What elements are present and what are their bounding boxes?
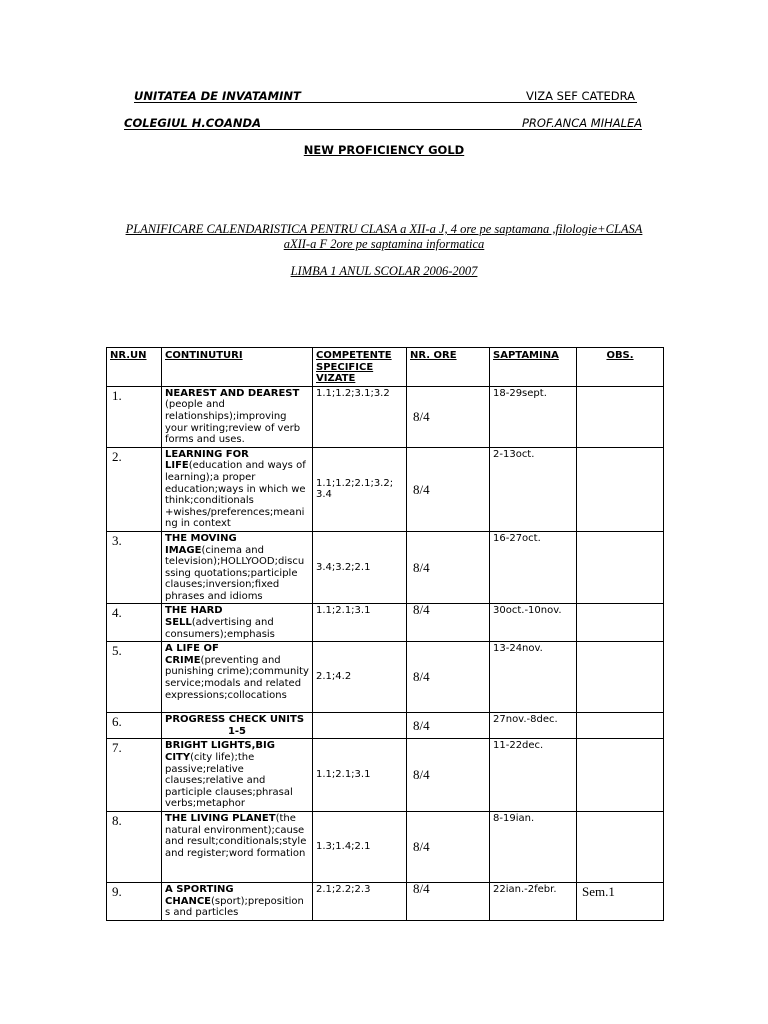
row-content bbox=[162, 386, 313, 447]
school-unit-label: UNITATEA DE INVATAMINT bbox=[134, 89, 301, 103]
row-week: 8-19ian. bbox=[490, 812, 577, 883]
row-hours: 8/4 bbox=[407, 604, 490, 642]
row-competences: 2.1;2.2;2.3 bbox=[313, 883, 407, 921]
row-week: 27nov.-8dec. bbox=[490, 713, 577, 739]
row-hours: 8/4 bbox=[407, 883, 490, 921]
row-week: 13-24nov. bbox=[490, 642, 577, 713]
row-content bbox=[162, 604, 313, 642]
unit-title: THE MOVING IMAGE bbox=[165, 532, 237, 556]
course-title: NEW PROFICIENCY GOLD bbox=[303, 143, 465, 157]
row-number: 8. bbox=[107, 812, 162, 883]
row-number: 9. bbox=[107, 883, 162, 921]
unit-description: (sport);prepositions and particles bbox=[165, 895, 304, 919]
row-competences: 3.4;3.2;2.1 bbox=[313, 531, 407, 604]
row-content bbox=[162, 642, 313, 713]
row-number: 1. bbox=[107, 386, 162, 447]
table-row bbox=[107, 386, 664, 447]
row-week: 30oct.-10nov. bbox=[490, 604, 577, 642]
unit-description: (city life);the passive;relative clauses;relative and participle clauses;phrasal verbs;metaphor bbox=[165, 752, 293, 810]
col-header-week: SAPTAMINA bbox=[490, 348, 577, 387]
table-row bbox=[107, 739, 664, 812]
plan-title-line-3: LIMBA 1 ANUL SCOLAR 2006-2007 bbox=[290, 264, 478, 278]
row-week: 2-13oct. bbox=[490, 447, 577, 531]
col-header-hours: NR. ORE bbox=[407, 348, 490, 387]
school-name: COLEGIUL H.COANDA bbox=[124, 116, 261, 130]
row-hours: 8/4 bbox=[407, 447, 490, 531]
row-content bbox=[162, 812, 313, 883]
plan-title-line-1: PLANIFICARE CALENDARISTICA PENTRU CLASA a XII-a J, 4 ore pe saptamana ,filologie+CLASA bbox=[125, 222, 643, 236]
row-hours: 8/4 bbox=[407, 812, 490, 883]
row-number: 2. bbox=[107, 447, 162, 531]
row-content bbox=[162, 739, 313, 812]
row-number: 7. bbox=[107, 739, 162, 812]
table-row bbox=[107, 713, 664, 739]
row-week: 16-27oct. bbox=[490, 531, 577, 604]
table-row bbox=[107, 604, 664, 642]
unit-description: (people and relationships);improving your writing;review of verb forms and uses. bbox=[165, 399, 301, 446]
unit-description: (cinema and television);HOLLYOOD;discussing quotations;participle clauses;inversion;fixed phrases and idioms bbox=[165, 544, 305, 602]
row-competences: 1.1;1.2;2.1;3.2; 3.4 bbox=[313, 447, 407, 531]
row-hours: 8/4 bbox=[407, 531, 490, 604]
row-content bbox=[162, 713, 313, 739]
head-of-department-label: VIZA SEF CATEDRA bbox=[526, 89, 636, 103]
plan-title-line-2: aXII-a F 2ore pe saptamina informatica bbox=[283, 237, 485, 251]
row-content bbox=[162, 883, 313, 921]
row-week: 18-29sept. bbox=[490, 386, 577, 447]
row-content bbox=[162, 447, 313, 531]
unit-title: A SPORTING CHANCE bbox=[165, 884, 234, 907]
row-hours: 8/4 bbox=[407, 739, 490, 812]
unit-description: (education and ways of learning);a proper education;ways in which we think;conditionals +wishes/preferences;meaning in context bbox=[165, 460, 306, 530]
row-number: 6. bbox=[107, 713, 162, 739]
unit-title: PROGRESS CHECK UNITS bbox=[165, 714, 305, 726]
row-number: 3. bbox=[107, 531, 162, 604]
unit-description: (advertising and consumers);emphasis bbox=[165, 617, 275, 640]
row-number: 4. bbox=[107, 604, 162, 642]
row-obs bbox=[577, 531, 664, 604]
table-header-row bbox=[107, 348, 664, 387]
col-header-nr: NR.UN bbox=[107, 348, 162, 387]
row-content bbox=[162, 531, 313, 604]
row-competences bbox=[313, 713, 407, 739]
table-row bbox=[107, 447, 664, 531]
row-obs bbox=[577, 604, 664, 642]
row-obs bbox=[577, 812, 664, 883]
unit-title: THE LIVING PLANET bbox=[165, 813, 276, 824]
unit-title: NEAREST AND DEAREST bbox=[165, 387, 300, 399]
planning-table bbox=[106, 347, 664, 921]
row-hours: 8/4 bbox=[407, 386, 490, 447]
row-week: 11-22dec. bbox=[490, 739, 577, 812]
row-competences: 2.1;4.2 bbox=[313, 642, 407, 713]
row-obs: Sem.1 bbox=[577, 883, 664, 921]
unit-title: BRIGHT LIGHTS,BIG CITY bbox=[165, 740, 275, 764]
unit-title: A LIFE OF CRIME bbox=[165, 643, 219, 666]
teacher-name: PROF.ANCA MIHALEA bbox=[522, 116, 643, 130]
row-competences: 1.1;2.1;3.1 bbox=[313, 604, 407, 642]
row-number: 5. bbox=[107, 642, 162, 713]
row-obs bbox=[577, 642, 664, 713]
table-row bbox=[107, 642, 664, 713]
row-week: 22ian.-2febr. bbox=[490, 883, 577, 921]
unit-description: (preventing and punishing crime);community service;modals and related expressions;collocations bbox=[165, 654, 309, 701]
table-row bbox=[107, 531, 664, 604]
row-obs bbox=[577, 386, 664, 447]
row-competences: 1.1;2.1;3.1 bbox=[313, 739, 407, 812]
col-header-content: CONTINUTURI bbox=[162, 348, 313, 387]
row-obs bbox=[577, 447, 664, 531]
col-header-competences: COMPETENTE SPECIFICE VIZATE bbox=[313, 348, 407, 387]
row-obs bbox=[577, 739, 664, 812]
unit-title: THE HARD SELL bbox=[165, 605, 223, 629]
unit-description: (the natural environment);cause and result;conditionals;style and register;word formation bbox=[165, 813, 307, 859]
row-hours: 8/4 bbox=[407, 713, 490, 739]
row-competences: 1.1;1.2;3.1;3.2 bbox=[313, 386, 407, 447]
row-obs bbox=[577, 713, 664, 739]
col-header-obs: OBS. bbox=[577, 348, 664, 387]
unit-title: LEARNING FOR LIFE bbox=[165, 448, 249, 472]
unit-title-range: 1-5 bbox=[227, 725, 247, 737]
row-hours: 8/4 bbox=[407, 642, 490, 713]
table-row bbox=[107, 883, 664, 921]
row-competences: 1.3;1.4;2.1 bbox=[313, 812, 407, 883]
table-row bbox=[107, 812, 664, 883]
